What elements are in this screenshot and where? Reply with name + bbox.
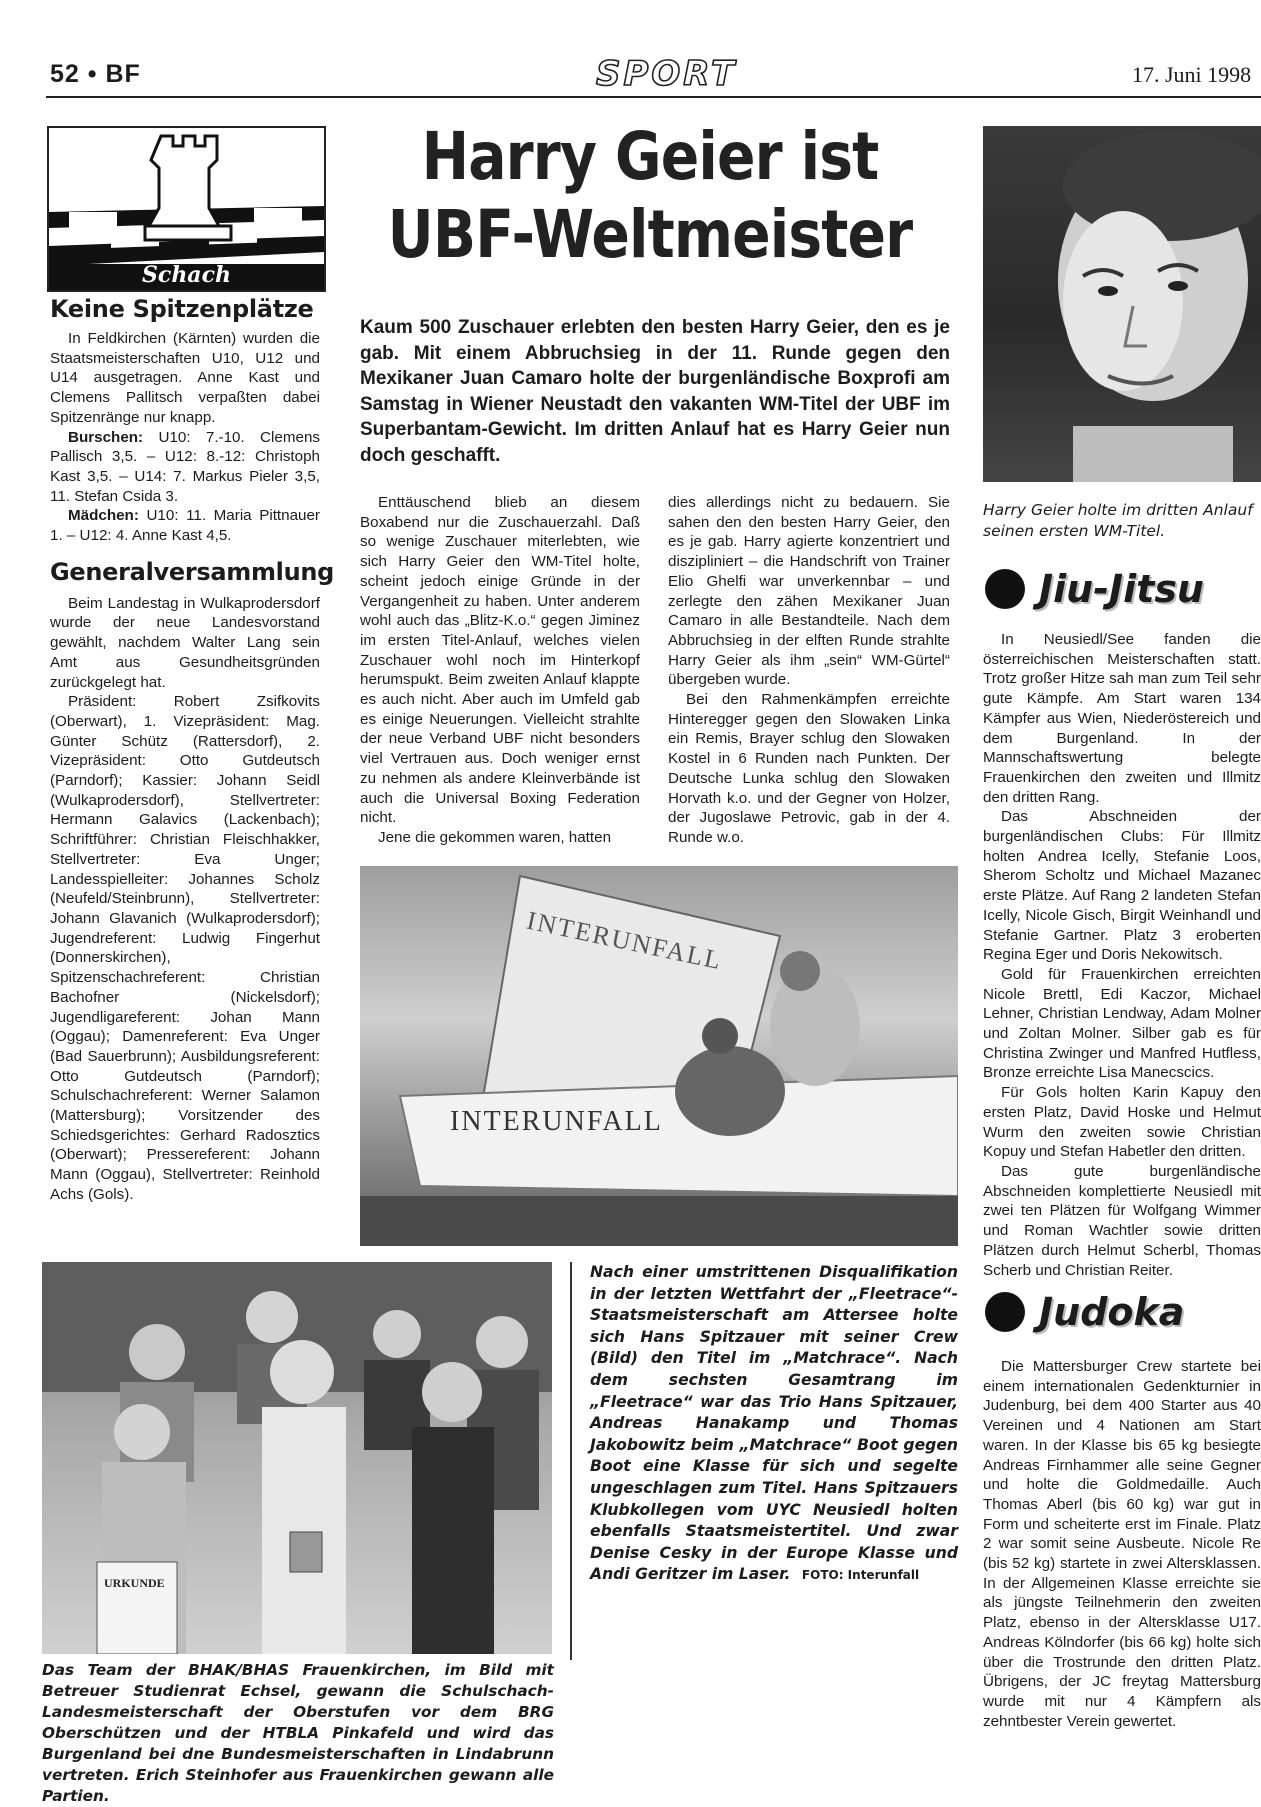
chess-paragraph-2	[50, 428, 320, 507]
chess-heading-2: Generalversammlung	[50, 557, 335, 586]
section-title: SPORT	[596, 54, 738, 94]
judoka-paragraph-1: Die Mattersburger Crew startete bei einem internationalen Gedenkturnier in Judenburg, bei dem 400 Starter aus 40 Vereinen und 4 Nationen am Start waren. In der Klasse bis 65 kg besiegte Andreas Firnhammer alle seine Gegner und holte die Goldmedaille. Auch Thomas Aberl (bis 60 kg) war gut in Form und scheiterte erst im Finale. Platz 2 war somit seine Ausbeute. Nicole Re (bis 52 kg) startete in zwei Altersklassen. In der Allgemeinen Klasse erreichte sie als jüngste Teilnehmerin den zweiten Platz, ebenso in der Altersklasse U17. Andreas Kölndorfer (bis 66 kg) holte sich über die Trostrunde den dritten Platz. Übrigens, der JC freytag Mattersburg wurde mit nur 4 Kämpfern als zehntbester Verein gewertet.	[983, 1358, 1261, 1730]
bullet-icon	[985, 1292, 1025, 1332]
sailing-caption-box	[570, 1262, 958, 1660]
maedchen-label: Mädchen:	[68, 507, 139, 525]
sailing-photo	[360, 866, 958, 1246]
boxing-col1-paragraph-1: Enttäuschend blieb an diesem Boxabend nur die Zuschauerzahl. Daß so wenige Zuschauer miterlebten, wie sich Harry Geier den WM-Titel holte, scheint jedoch einige Gründe in der Vergangenheit zu haben. Unter anderem wohl auch das „Blitz-K.o.“ gegen Jiminez im ersten Titel-Anlauf, welches vielen Zuschauer wohl noch im Hinterkopf herumspukt. Beim zweiten Anlauf klappte es auch nicht. Aber auch im Umfeld gab es einige Neuerungen. Vielleicht strahlte der neue Verband UBF nicht besonders viel Vertrauen aus. Doch weniger ernst zu nehmen als andere Kleinverbände ist auch die Universal Boxing Federation nicht.	[360, 494, 640, 827]
burschen-results: U10: 7.-10. Clemens Pallisch 3,5. – U12: 8.-12: Christoph Kast 3,5. – U14: 7. Markus Pieler 3,5, 11. Stefan Csida 3.	[50, 428, 320, 505]
judoka-heading	[985, 1290, 1184, 1334]
certificate-text: URKUNDE	[104, 1576, 165, 1590]
maedchen-results: U10: 11. Maria Pittnauer 1. – U12: 4. Anne Kast 4,5.	[50, 507, 320, 545]
chess-logo-label: Schach	[142, 262, 231, 288]
team-image	[42, 1262, 552, 1654]
bullet-icon	[985, 569, 1025, 609]
chess-logo-box	[47, 126, 326, 292]
boxing-column-1	[360, 493, 640, 848]
boxing-col1-paragraph-2: Jene die gekommen waren, hatten	[378, 828, 612, 846]
page-header	[0, 0, 1261, 100]
jiujitsu-heading-text: Jiu-Jitsu	[1039, 567, 1204, 611]
section-code: BF	[105, 60, 141, 88]
boxing-headline	[340, 118, 960, 274]
chess-paragraph-4: Beim Landestag in Wulkaprodersdorf wurde der neue Landesvorstand gewählt, nachdem Walter Lang sein Amt aus Gesundheitsgründen zurückgelegt hat.	[50, 594, 320, 691]
sailboat-image	[360, 866, 958, 1246]
chess-column	[50, 295, 335, 1205]
sail-lettering: INTERUNFALL	[524, 905, 726, 976]
boxing-column-2	[668, 493, 950, 848]
headline-line-2: UBF-Weltmeister	[387, 196, 913, 273]
team-caption: Das Team der BHAK/BHAS Frauenkirchen, im Bild mit Betreuer Studienrat Echsel, gewann die Schulschach-Landesmeisterschaft der Oberstufen vor dem BRG Oberschützen und der HTBLA Pinkafeld und wird das Burgenland bei dne Bundesmeisterschaften in Lindabrunn vertreten. Erich Steinhofer aus Frauenkirchen gewann alle Partien.	[42, 1661, 554, 1805]
jiujitsu-paragraph-3: Gold für Frauenkirchen erreichten Nicole Brettl, Edi Kaczor, Michael Lehner, Christian Lendway, Adam Molner und Zoltan Molner. Silber gab es für Christina Zwinger und Manfred Hutfless, Bronze erreichte Lisa Manecscics.	[983, 965, 1261, 1082]
sailing-caption-text: Nach einer umstrittenen Disqualifikation in der letzten Wettfahrt der „Fleetrace“-Staatsmeisterschaft am Attersee holte sich Hans Spitzauer mit seiner Crew (Bild) den Titel im „Matchrace“. Nach dem sechsten Gesamtrang im „Fleetrace“ war das Trio Hans Spitzauer, Andreas Hanakamp und Thomas Jakobowitz beim „Matchrace“ Boot gegen Boot eine Klasse für sich und segelte ungeschlagen zum Titel. Hans Spitzauers Klubkollegen vom UYC Neusiedl holten ebenfalls Staatsmeistertitel. Und zwar Denise Cesky in der Europe Klasse und Andi Geritzer im Laser.	[590, 1263, 958, 1584]
portrait-photo	[983, 126, 1261, 482]
burschen-label: Burschen:	[68, 428, 144, 446]
team-photo	[42, 1262, 552, 1654]
page-number	[50, 60, 141, 89]
judoka-column	[983, 1357, 1261, 1731]
judoka-heading-text: Judoka	[1039, 1290, 1185, 1334]
chess-paragraph-3	[50, 506, 320, 545]
jiujitsu-paragraph-5: Das gute burgenländische Abschneiden komplettierte Neusiedl mit zwei ten Plätzen für Wolfgang Wimmer und Roman Wachtler sowie dritten Plätzen durch Helmut Scherbl, Thomas Scherb und Christian Reiter.	[983, 1162, 1261, 1279]
jiujitsu-column	[983, 630, 1261, 1280]
photo-credit: FOTO: Interunfall	[801, 1568, 920, 1583]
header-dot: •	[87, 60, 98, 88]
boxing-col2-paragraph-1: dies allerdings nicht zu bedauern. Sie sahen den den besten Harry Geier, den es je gab. Harry agierte konzentriert und diszipliniert – die Handschrift von Trainer Elio Ghelfi war unverkennbar – und zerlegte den zähen Mexikaner Juan Camaro in alle Bestandteile. Nach dem Abbruchsieg in der elften Runde strahlte Harry Geier als ihm „sein“ WM-Gürtel“ übergeben wurde.	[668, 494, 950, 689]
sailing-caption	[590, 1262, 958, 1587]
chess-heading-1: Keine Spitzenplätze	[50, 295, 314, 323]
jiujitsu-paragraph-4: Für Gols holten Karin Kapuy den ersten Platz, David Hoske und Helmut Wurm den zweiten sowie Christian Kopuy und Stefan Habetler den dritten.	[983, 1084, 1261, 1161]
portrait-caption: Harry Geier holte im dritten Anlauf seinen ersten WM-Titel.	[983, 501, 1253, 540]
jiujitsu-paragraph-2: Das Abschneiden der burgenländischen Clubs: Für Illmitz holten Andrea Icelly, Stefanie Loos, Sherom Scholtz und Michael Mazanec erste Plätze. Auf Rang 2 landeten Stefan Icelly, Nicole Gisch, Birgit Weinhandl und Stefanie Gartner. Platz 3 eroberten Regina Eger und Doris Nekowitsch.	[983, 808, 1261, 964]
chess-paragraph-1: In Feldkirchen (Kärnten) wurden die Staatsmeisterschaften U10, U12 und U14 ausgetragen. Anne Kast und Clemens Pallitsch verpaßten dabei Spitzenränge nur knapp.	[50, 330, 320, 426]
portrait-image	[983, 126, 1261, 482]
boxing-lead: Kaum 500 Zuschauer erlebten den besten Harry Geier, den es je gab. Mit einem Abbruchsieg in der 11. Runde gegen den Mexikaner Juan Camaro holte der burgenländische Boxprofi am Samstag in Wiener Neustadt den vakanten WM-Titel der UBF im Superbantam-Gewicht. Im dritten Anlauf hat es Harry Geier nun doch geschafft.	[360, 317, 950, 466]
headline-line-1: Harry Geier ist	[421, 118, 879, 195]
jiujitsu-heading	[985, 567, 1204, 611]
hull-lettering: INTERUNFALL	[450, 1106, 663, 1137]
chess-paragraph-5: Präsident: Robert Zsifkovits (Oberwart), 1. Vizepräsident: Mag. Günter Schütz (Rattersdorf), 2. Vizepräsident: Otto Gutdeutsch (Parndorf); Kassier: Johann Seidl (Wulkaprodersdorf), Stellvertreter: Hermann Galavics (Lackenbach); Schriftführer: Christian Fleischhakker, Stellvertreter: Eva Unger; Landesspielleiter: Johannes Scholz (Neufeld/Steinbrunn), Stellvertreter: Johann Glavanich (Wulkaprodersdorf); Jugendreferent: Ludwig Fingerhut (Donnerskirchen), Spitzenschachreferent: Christian Bachofner (Nickelsdorf); Jugendligareferent: Johan Mann (Oggau); Damenreferent: Eva Unger (Bad Sauerbrunn); Ausbildungsreferent: Otto Gutdeutsch (Parndorf); Schulschachreferent: Werner Salamon (Mattersburg); Vorsitzender des Schiedsgerichtes: Gerhard Radosztics (Oberwart); Pressereferent: Johann Mann (Oggau), Stellvertreter: Reinhold Achs (Gols).	[50, 693, 320, 1203]
header-rule	[46, 96, 1261, 98]
boxing-col2-paragraph-2: Bei den Rahmenkämpfen erreichte Hinteregger gegen den Slowaken Linka ein Remis, Brayer schlug den Slowaken Kostel in 6 Runden nach Punkten. Der Deutsche Lunka schlug den Slowaken Horvath k.o. und der Gegner von Holzer, der Jugoslawe Petrovic, gab in der 4. Runde w.o.	[668, 691, 950, 846]
issue-date: 17. Juni 1998	[1132, 62, 1252, 87]
jiujitsu-paragraph-1: In Neusiedl/See fanden die österreichischen Meisterschaften statt. Trotz großer Hitze sah man zum Teil sehr gute Kämpfe. Am Start waren 134 Kämpfer aus Wien, Niederöstereich und dem Burgenland. In der Mannschaftswertung belegte Frauenkirchen den zweiten und Illmitz den dritten Rang.	[983, 631, 1261, 806]
page-number-value: 52	[50, 60, 80, 88]
